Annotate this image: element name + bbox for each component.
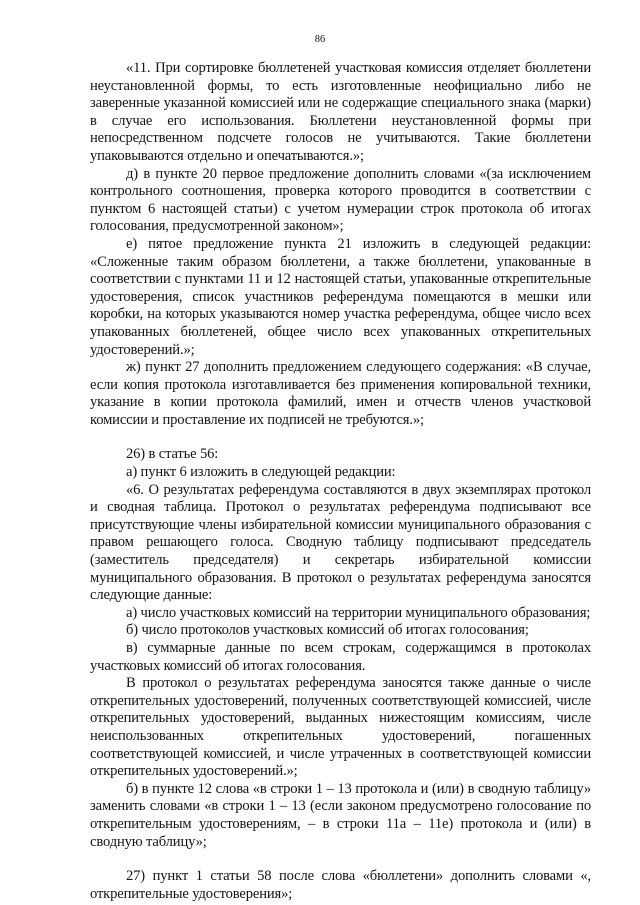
list-item-a: а) число участковых комиссий на территории муниципального образования; <box>126 604 591 621</box>
paragraph-subitem-zh: ж) пункт 27 дополнить предложением следующего содержания: «В случае, если копия протокола изготавливается без применения копировальной техники, указание в копии протокола фамилий, имен и отчеств членов участковой комиссии и проставление их подписей не требуются.»; <box>90 359 591 428</box>
paragraph-subitem-a: а) пункт 6 изложить в следующей редакции: <box>126 464 396 481</box>
paragraph-subitem-b: б) в пункте 12 слова «в строки 1 – 13 протокола и (или) в сводную таблицу» заменить словами «в строки 1 – 13 (если законом предусмотрено голосование по открепительным удостоверениям, – в строки 11а – 11е) протокола и (или) в сводную таблицу»; <box>90 780 591 850</box>
page-number: 86 <box>314 34 326 45</box>
paragraph-subitem-e: е) пятое предложение пункта 21 изложить в следующей редакции: «Сложенные таким образом бюллетени, а также бюллетени, упакованные в соответствии с пунктами 11 и 12 настоящей статьи, упакованные открепительные удостоверения, список участников референдума помещаются в мешки или коробки, на которых указываются номер участка референдума, общее число всех упакованных бюллетеней, общее число всех упакованных открепительных удостоверений.»; <box>90 235 591 358</box>
paragraph-protocol-data: В протокол о результатах референдума заносятся также данные о числе открепительных удостоверений, полученных соответствующей комиссией, числе открепительных удостоверений, выданных нижестоящим комиссиям, числе неиспользованных открепительных удостоверений, погашенных соответствующей комиссией, и числе утраченных в соответствующей комиссии открепительных удостоверений.»; <box>90 675 591 780</box>
paragraph-item-11: «11. При сортировке бюллетеней участковая комиссия отделяет бюллетени неустановленной формы, то есть изготовленные неофициально либо не заверенные указанной комиссией или не содержащие специального знака (марки) в случае его использования. Бюллетени неустановленной формы при непосредственном подсчете голосов не учитываются. Такие бюллетени упаковываются отдельно и опечатываются.»; <box>90 60 591 164</box>
paragraph-subitem-d: д) в пункте 20 первое предложение дополнить словами «(за исключением контрольного соотношения, проверка которого проводится в соответствии с пунктом 6 настоящей статьи) с учетом нумерации строк протокола об итогах голосования, предусмотренной законом»; <box>90 165 591 235</box>
paragraph-point-6: «6. О результатах референдума составляются в двух экземплярах протокол и сводная таблица. Протокол о результатах референдума подписывают все присутствующие члены избирательной комиссии муниципального образования с правом решающего голоса. Сводную таблицу подписывают председатель (заместитель председателя) и секретарь избирательной комиссии муниципального образования. В протокол о результатах референдума заносятся следующие данные: <box>90 481 591 604</box>
document-body <box>90 60 591 903</box>
paragraph-item-26: 26) в статье 56: <box>126 446 219 463</box>
list-item-v: в) суммарные данные по всем строкам, содержащимся в протоколах участковых комиссий об итогах голосования. <box>90 640 591 674</box>
list-item-b: б) число протоколов участковых комиссий об итогах голосования; <box>126 622 529 639</box>
paragraph-item-27: 27) пункт 1 статьи 58 после слова «бюллетени» дополнить словами «, открепительные удостоверения»; <box>90 868 591 902</box>
